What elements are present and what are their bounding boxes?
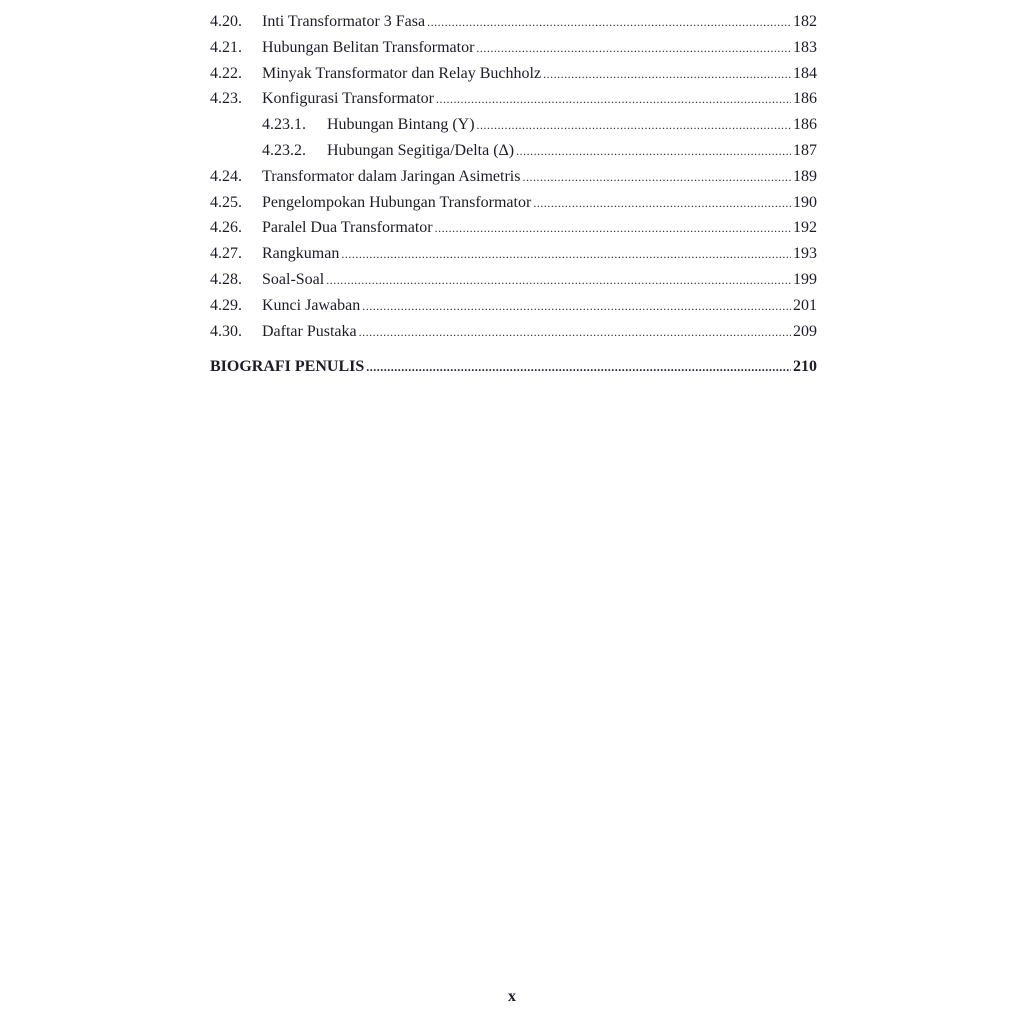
toc-entry-page: 190 xyxy=(793,193,817,211)
dot-leader xyxy=(435,216,791,242)
toc-entry-page: 193 xyxy=(793,245,817,263)
toc-entry-number: 4.24. xyxy=(210,167,242,185)
toc-entry-number: 4.22. xyxy=(210,64,242,82)
toc-entry-page: 209 xyxy=(793,322,817,340)
toc-entry-title: Hubungan Segitiga/Delta (Δ) xyxy=(327,141,515,159)
toc-entry-title: Hubungan Belitan Transformator xyxy=(262,38,475,56)
toc-entry-title: Paralel Dua Transformator xyxy=(262,219,433,237)
toc-entry-title: Rangkuman xyxy=(262,245,340,263)
dot-leader xyxy=(543,62,791,88)
toc-entry-page: 187 xyxy=(793,141,817,159)
toc-entry-page: 210 xyxy=(793,358,817,376)
dot-leader xyxy=(326,268,791,294)
toc-entry-title: Transformator dalam Jaringan Asimetris xyxy=(262,167,521,185)
toc-entry[interactable] xyxy=(210,35,817,61)
toc-entry-page: 186 xyxy=(793,116,817,134)
toc-entry-number: 4.25. xyxy=(210,193,242,211)
toc-entry-number: 4.23.1. xyxy=(262,116,306,134)
dot-leader xyxy=(477,113,791,139)
toc-entry-number: 4.20. xyxy=(210,13,242,30)
toc-entry-page: 182 xyxy=(793,13,817,30)
dot-leader xyxy=(427,10,791,36)
toc-entry[interactable] xyxy=(210,86,817,112)
dot-leader xyxy=(476,36,791,62)
toc-entry-title: Hubungan Bintang (Y) xyxy=(327,116,475,134)
toc-entry-title: Inti Transformator 3 Fasa xyxy=(262,13,426,30)
toc-entry-title: Kunci Jawaban xyxy=(262,296,361,314)
toc-entry[interactable] xyxy=(210,112,817,138)
toc-entry-biografi[interactable] xyxy=(210,354,817,380)
dot-leader xyxy=(522,165,791,191)
toc-entry-title: Daftar Pustaka xyxy=(262,322,357,340)
dot-leader xyxy=(533,191,791,217)
toc-entry-page: 199 xyxy=(793,270,817,288)
toc-entry-title: Pengelompokan Hubungan Transformator xyxy=(262,193,532,211)
toc-entry-page: 186 xyxy=(793,90,817,108)
toc-entry[interactable] xyxy=(210,9,817,35)
toc-entry[interactable] xyxy=(210,241,817,267)
toc-entry[interactable] xyxy=(210,61,817,87)
toc-entry-title: BIOGRAFI PENULIS xyxy=(210,358,365,376)
dot-leader xyxy=(516,139,791,165)
toc-entry-page: 183 xyxy=(793,38,817,56)
toc-entry-page: 184 xyxy=(793,64,817,82)
toc-entry-number: 4.28. xyxy=(210,270,242,288)
toc-entry-title: Soal-Soal xyxy=(262,270,325,288)
toc-entry[interactable] xyxy=(210,190,817,216)
toc-entry[interactable] xyxy=(210,267,817,293)
toc-entry[interactable] xyxy=(210,319,817,345)
toc-entry-page: 189 xyxy=(793,167,817,185)
toc-entry[interactable] xyxy=(210,293,817,319)
toc-entry[interactable] xyxy=(210,138,817,164)
toc-entry-number: 4.30. xyxy=(210,322,242,340)
toc-entry-number: 4.26. xyxy=(210,219,242,237)
toc-entry-title: Minyak Transformator dan Relay Buchholz xyxy=(262,64,542,82)
dot-leader xyxy=(359,320,791,346)
page-number: x xyxy=(508,988,516,1005)
toc-entry-number: 4.27. xyxy=(210,245,242,263)
toc-entry-number: 4.29. xyxy=(210,296,242,314)
dot-leader xyxy=(341,242,791,268)
toc-entry-title: Konfigurasi Transformator xyxy=(262,90,434,108)
toc-entry-number: 4.21. xyxy=(210,38,242,56)
dot-leader xyxy=(366,355,791,381)
dot-leader xyxy=(436,87,791,113)
toc-entry[interactable] xyxy=(210,164,817,190)
table-of-contents xyxy=(210,9,817,380)
toc-entry[interactable] xyxy=(210,215,817,241)
toc-entry-page: 192 xyxy=(793,219,817,237)
dot-leader xyxy=(362,294,791,320)
toc-entry-number: 4.23. xyxy=(210,90,242,108)
toc-entry-number: 4.23.2. xyxy=(262,141,306,159)
toc-entry-page: 201 xyxy=(793,296,817,314)
